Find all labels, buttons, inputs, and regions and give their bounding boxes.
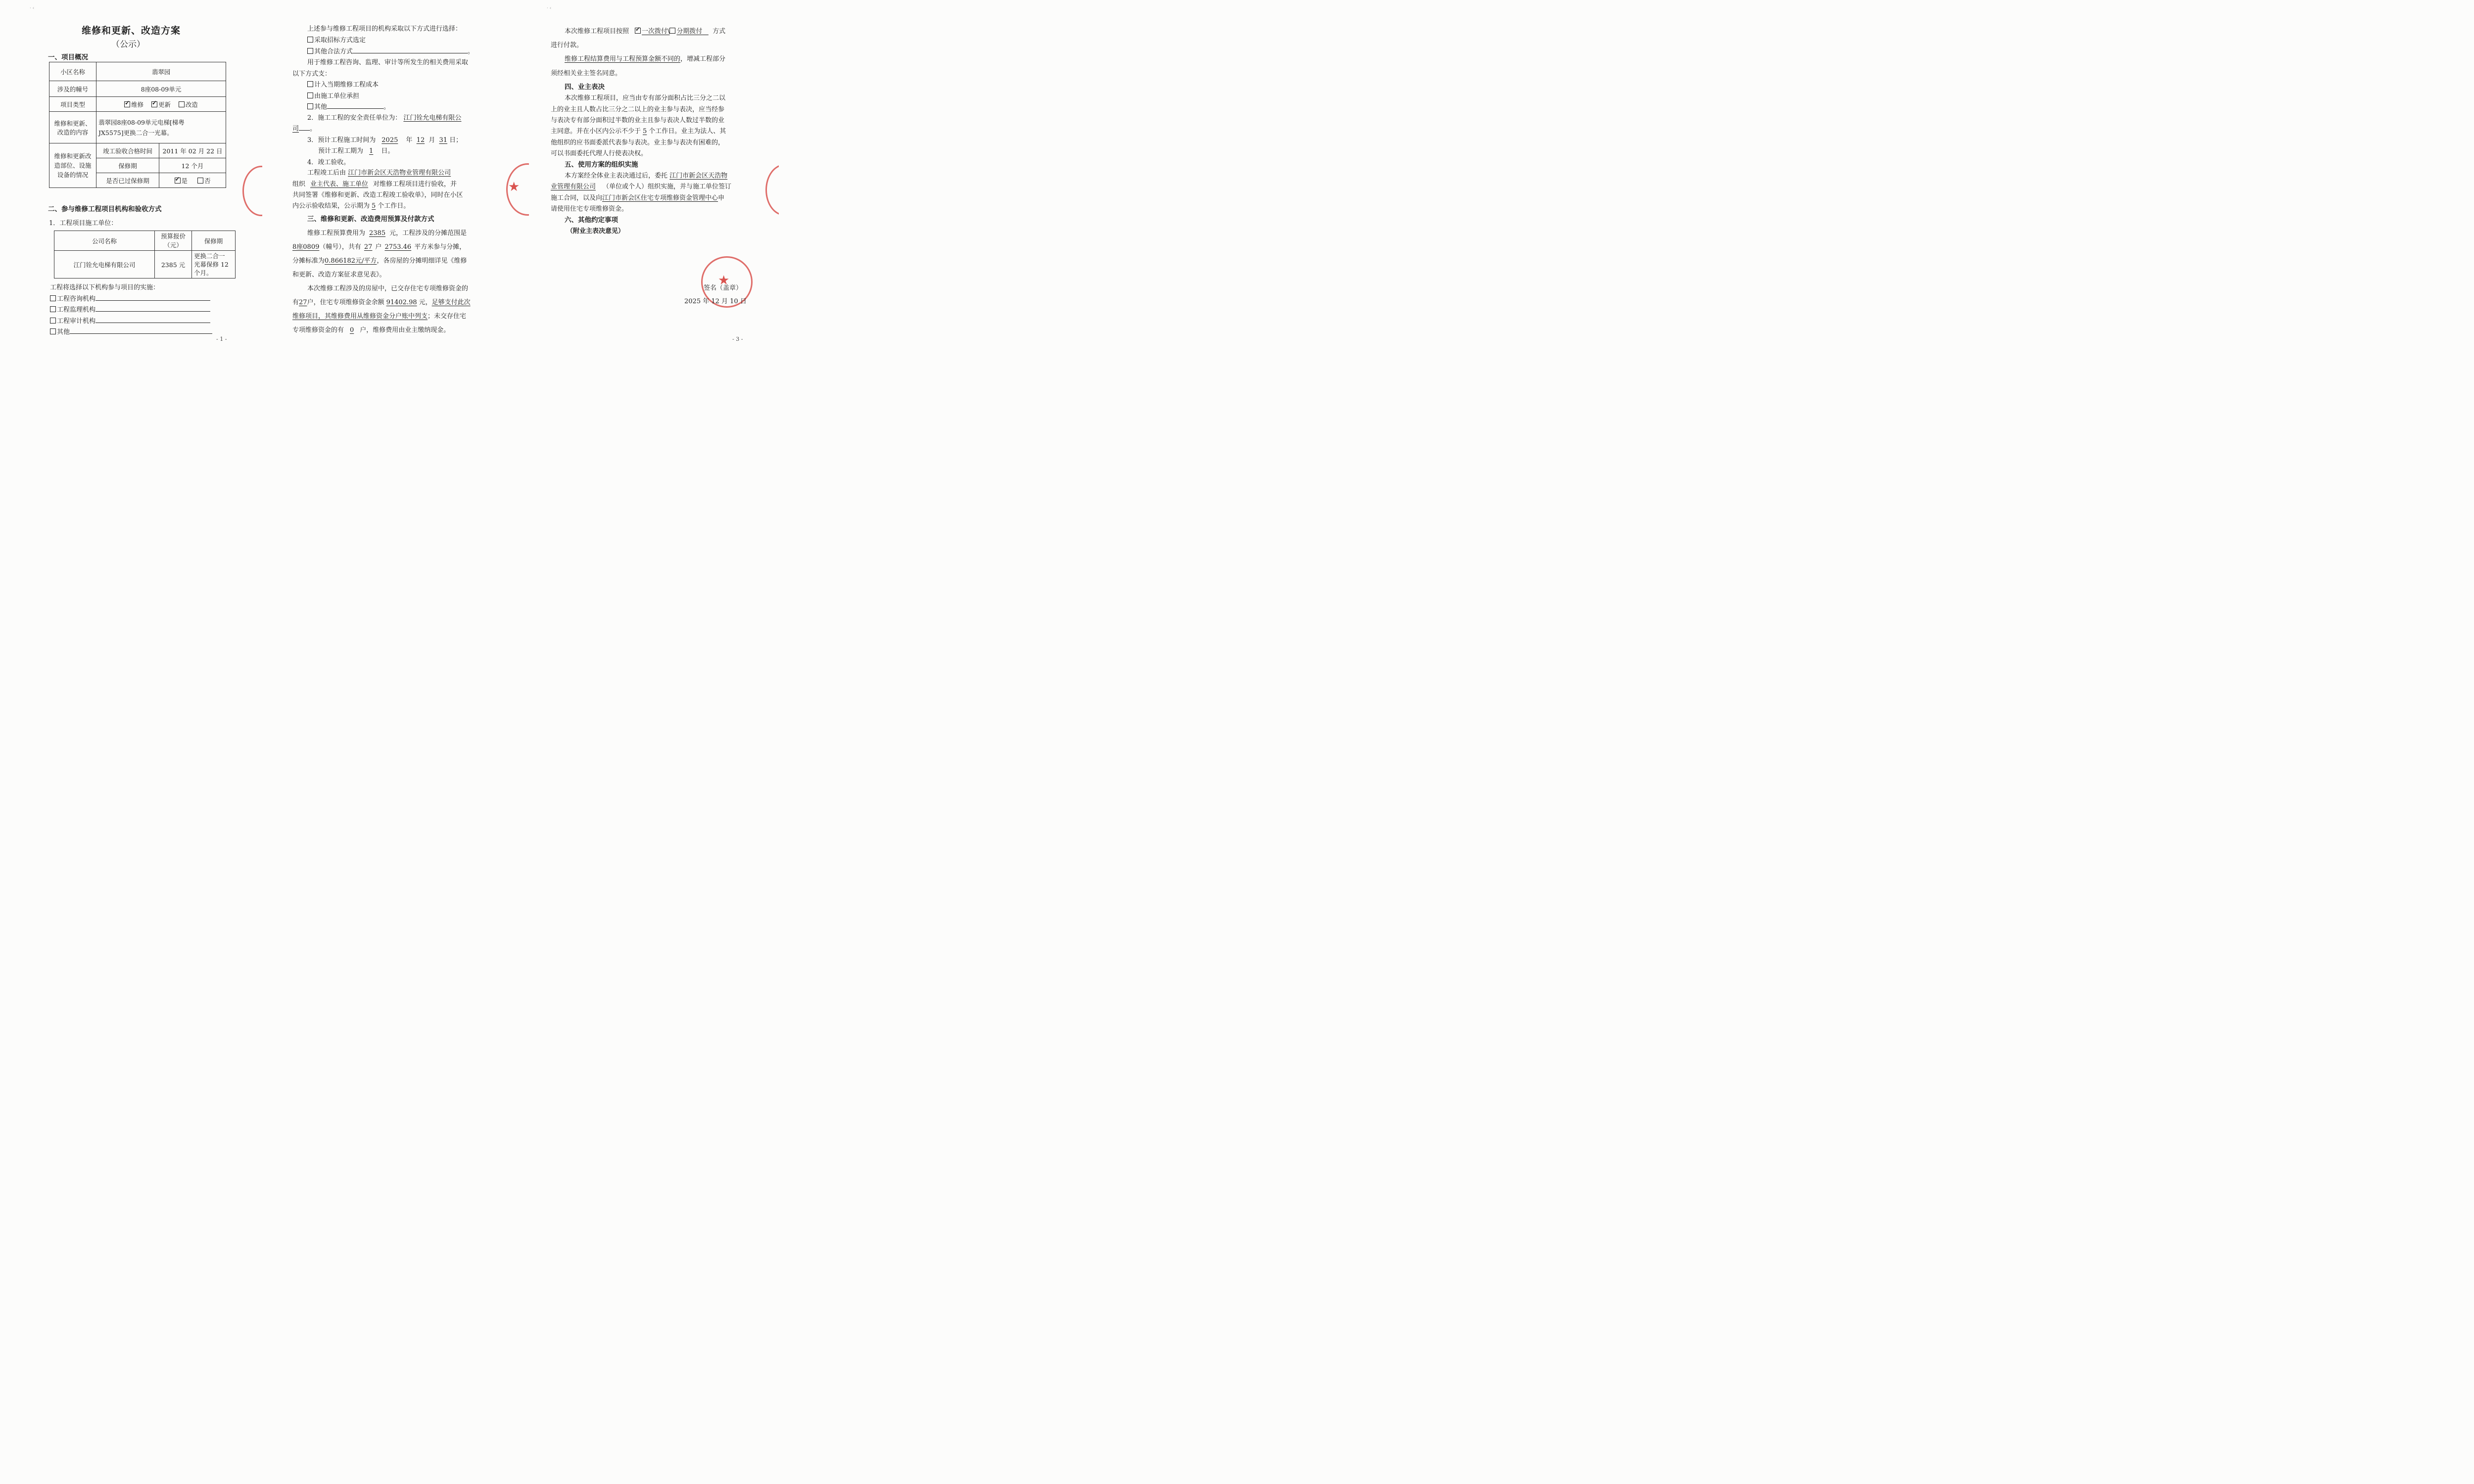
section-5-heading: 五、使用方案的组织实施 [565,161,638,169]
supervision-checkbox[interactable] [50,306,56,312]
expired-yes-checkbox[interactable] [175,178,181,184]
repair-label: 维修 [131,100,144,108]
impl-line4: 请使用住宅专项维修资金。 [551,205,628,213]
budget-line3: 分摊标准为0.866182元/平方，各房屋的分摊明细详见《维修 [292,257,467,265]
share-standard: 0.866182元/平方 [325,257,377,265]
renovate-label: 改造 [185,100,198,108]
fee-other-blank[interactable] [327,102,383,109]
seal-partial-right [765,164,803,216]
fee-option-1: 计入当期维修工程成本 [307,79,379,89]
label-acceptance-date: 竣工验收合格时间 [96,143,159,158]
budget-price: 2385 元 [155,251,192,278]
construction-year: 2025 [381,137,398,144]
label-community-name: 小区名称 [49,62,96,81]
attachment-note: （附业主表决意见） [567,228,625,235]
installment-checkbox[interactable] [669,28,675,34]
fund-line3: 维修项目，其维修费用从维修资金分户账中列支；未交存住宅 [292,313,467,320]
duration-line: 预计工程工期为 1 日。 [318,147,394,155]
other-lawful-checkbox[interactable] [307,48,313,54]
expired-no-checkbox[interactable] [197,178,203,184]
fee-cost-checkbox[interactable] [307,81,313,87]
page-number-3: - 3 - [732,336,743,342]
doc-title: 维修和更新、改造方案 [82,25,181,36]
seal-star: ★ [718,273,730,288]
fund-balance: 91402.98 [386,299,417,306]
vote-line5: 他组织的应书面委派代表参与表决。业主参与表决有困难的， [551,139,725,146]
project-overview-table [49,62,226,188]
construction-day: 31 [439,137,448,144]
share-households: 27 [364,243,373,251]
audit-blank[interactable] [95,316,210,323]
budget-line2: 8座0809（幢号），共有 27 户 2753.46 平方米参与分摊， [292,243,466,251]
vote-line3: 与表决专有部分面积过半数的业主且参与表决人数过半数的业 [551,117,725,124]
acceptance-participants: 业主代表、施工单位 [310,181,369,188]
other-org-checkbox[interactable] [50,328,56,334]
acceptance-organizer: 江门市新会区天浩物业管理有限公司 [348,169,451,177]
org-intro: 工程将选择以下机构参与项目的实施： [50,284,160,291]
fund-line2: 有27户，住宅专项维修资金余额 91402.98 元，足够支付此次 [292,299,471,306]
org-consulting: 工程咨询机构 [50,293,210,303]
fund-households: 27 [299,299,307,306]
seal-star-partial: ★ [508,180,520,194]
value-content: 翡翠园8座08-09单元电梯[梯粤 JX5575]更换二合一光幕。 [96,112,226,143]
entrusted-party: 江门市新会区天浩物 [669,172,728,180]
budget-line4: 和更新、改造方案征求意见表》。 [292,271,386,278]
publicity-days: 5 [372,202,376,210]
repair-checkbox[interactable] [124,101,130,107]
fund-center: 江门市新会区住宅专项维修资金管理中心 [602,194,718,202]
payment-line1: 本次维修工程项目按照✓ 一次拨付\ 分期拨付 方式 [565,26,725,35]
safety-unit-line2: 司 。 [292,123,316,133]
impl-line2: 业管理有限公司 （单位或个人）组织实施，并与施工单位签订 [551,183,732,190]
label-project-type: 项目类型 [49,97,96,112]
duration-days: 1 [369,147,374,155]
option-other-lawful: 其他合法方式 。 [307,46,474,55]
value-community-name: 翡翠园 [96,62,226,81]
scan-speck-3: · ‹ [547,6,552,11]
vote-line1: 本次维修工程项目，应当由专有部分面积占比三分之二以 [565,94,726,102]
payment-method-options: ✓ 一次拨付\ 分期拨付 [629,28,709,35]
budget-line1: 维修工程预算费用为 2385 元，工程涉及的分摊范围是 [307,230,467,237]
fee-method-line2: 以下方式支： [292,70,332,78]
value-acceptance-date: 2011 年 02 月 22 日 [159,143,226,158]
other-org-blank[interactable] [70,327,212,334]
acceptance-line3: 共同签署《维修和更新、改造工程竣工验收单》，同时在小区 [292,191,463,199]
org-other: 其他 [50,326,212,336]
section-6-heading: 六、其他约定事项 [565,216,618,224]
org-audit: 工程审计机构 [50,316,210,325]
impl-line3: 施工合同，以及向 [551,194,603,202]
settlement-line1: 维修工程结算费用与工程预算金额不同的，增减工程部分 [565,55,726,63]
contractor-table [54,231,236,278]
section-2-heading: 二、参与维修工程项目机构和验收方式 [48,205,162,213]
header-company: 公司名称 [54,231,155,251]
safety-unit-line: 2．施工工程的安全责任单位为： 江门铨允电梯有限公 [307,114,462,122]
section-3-heading: 三、维修和更新、改造费用预算及付款方式 [307,215,434,223]
page-number-1: - 1 - [216,336,227,342]
page-1 [0,0,257,367]
warranty-expired-options: ✓ 是 否 [159,173,226,188]
label-warranty: 保修期 [96,158,159,173]
acceptance-line1: 工程竣工后由 江门市新会区天浩物业管理有限公司 [307,169,451,177]
fee-option-3: 其他 。 [307,101,390,111]
label-building-no: 涉及的幢号 [49,81,96,97]
share-building: 8座0809 [292,243,320,251]
bidding-checkbox[interactable] [307,37,313,43]
settlement-line2: 须经相关业主签名同意。 [551,70,622,77]
option-bidding: 采取招标方式选定 [307,35,366,44]
acceptance-heading: 4．竣工验收。 [307,159,350,166]
label-facility-status: 维修和更新改 造部位、设施 设备的情况 [49,143,96,188]
impl-line1: 本方案经全体业主表决通过后，委托 江门市新会区天浩物 [565,172,728,180]
contractor-label: 1．工程项目施工单位： [49,220,118,227]
sign-date: 2025 年 12 月 10 日 [684,298,747,305]
construction-date-line: 3．预计工程施工时间为 2025 年 12 月 31 日； [307,137,463,144]
update-checkbox[interactable] [151,101,157,107]
vote-line2: 上的业主且人数占比三分之二以上的业主参与表决，应当经参 [551,106,725,113]
company-name: 江门铨允电梯有限公司 [54,251,155,278]
vote-publicity-days: 5 [643,128,647,135]
value-warranty: 12 个月 [159,158,226,173]
payment-line2: 进行付款。 [551,42,583,49]
seal-partial-left [242,166,280,216]
doc-subtitle: （公示） [111,40,145,49]
page-3 [542,0,776,367]
consulting-blank[interactable] [95,294,210,301]
scan-speck: · ‹ [30,6,35,11]
warranty-terms: 更换二合一 光幕保修 12 个月。 [192,251,236,278]
page-2 [285,0,520,367]
acceptance-line2: 组织 业主代表、施工单位 对维修工程项目进行验收，并 [292,181,457,188]
value-building-no: 8座08-09单元 [96,81,226,97]
consulting-checkbox[interactable] [50,295,56,301]
header-price: 预算报价 （元） [155,231,192,251]
unfunded-households: 0 [350,326,354,334]
construction-month: 12 [416,137,425,144]
label-content: 维修和更新、 改造的内容 [49,112,96,143]
project-type-options [96,97,226,112]
lump-sum-checkbox[interactable] [635,28,641,34]
safety-unit-name: 江门铨允电梯有限公 [403,114,462,122]
header-warranty: 保修期 [192,231,236,251]
fund-line1: 本次维修工程涉及的房屋中，已交存住宅专项维修资金的 [307,285,469,292]
fee-option-2: 由施工单位承担 [307,91,359,100]
fee-contractor-checkbox[interactable] [307,93,313,98]
selection-method-intro: 上述参与维修工程项目的机构采取以下方式进行选择： [307,25,462,33]
other-lawful-blank[interactable] [353,46,468,53]
acceptance-line4: 内公示验收结果，公示期为 5 个工作日。 [292,202,410,210]
audit-checkbox[interactable] [50,318,56,324]
section-4-heading: 四、业主表决 [565,83,605,91]
org-supervision: 工程监理机构 [50,304,210,314]
renovate-checkbox[interactable] [179,101,185,107]
label-warranty-expired: 是否已过保修期 [96,173,159,188]
budget-amount: 2385 [369,230,386,237]
signature-label: 签名（盖章） [704,284,743,292]
vote-line6: 可以书面委托代理人行使表决权。 [551,150,648,157]
vote-line4: 主同意。并在小区内公示不少于 5 个工作日。业主为法人、其 [551,128,726,135]
impl-line3-full: 江门市新会区住宅专项维修资金管理中心申 [602,194,725,202]
fee-other-checkbox[interactable] [307,103,313,109]
update-label: 更新 [158,100,171,108]
fee-method-line1: 用于维修工程咨询、监理、审计等所发生的相关费用采取 [307,59,469,66]
share-area: 2753.46 [384,243,412,251]
supervision-blank[interactable] [95,305,210,312]
fund-line4: 专项维修资金的有 0 户，维修费用由业主缴纳现金。 [292,326,450,334]
section-1-heading: 一、项目概况 [48,53,88,61]
